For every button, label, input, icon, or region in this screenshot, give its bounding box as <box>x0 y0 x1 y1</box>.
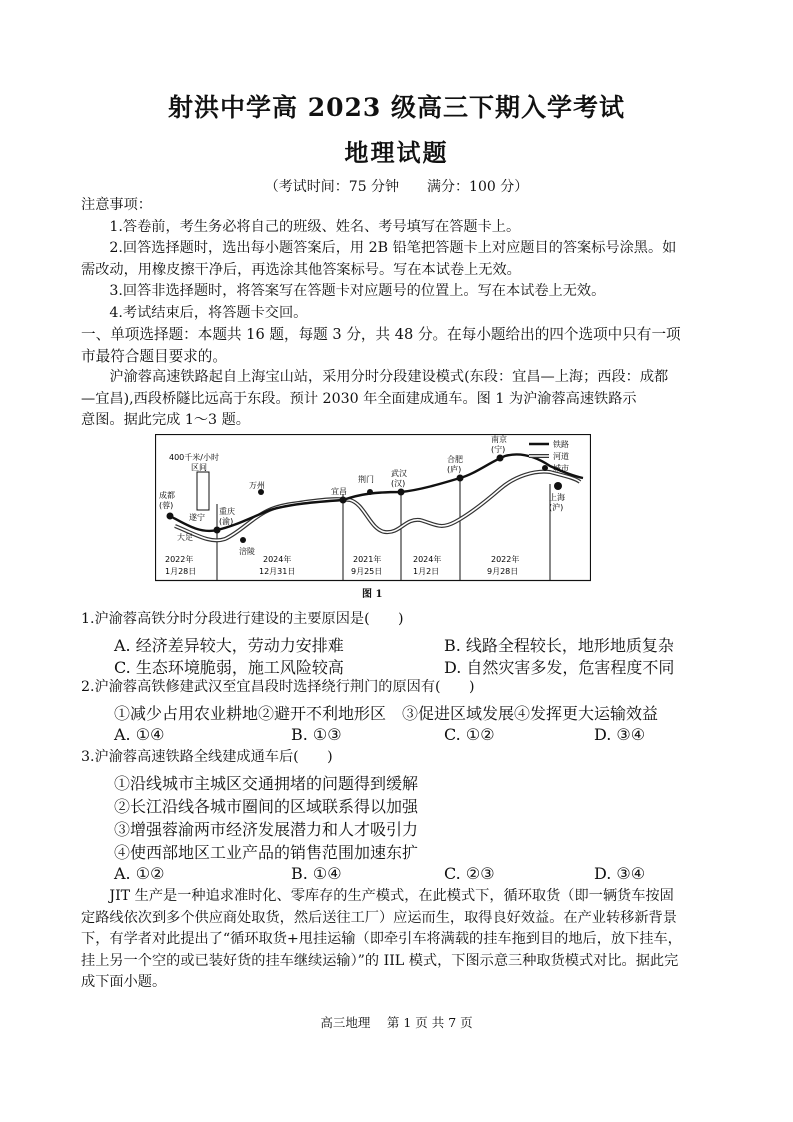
passage-line: 下，有学者对此提出了“循环取货+甩挂运输（即牵引车将满载的挂车拖到目的地后，放下挂车， <box>81 931 682 947</box>
date-year: 2021年 <box>353 555 382 564</box>
notice-item: 需改动，用橡皮擦干净后，再选涂其他答案标号。写在本试卷上无效。 <box>81 261 521 278</box>
exam-title: 射洪中学高 2023 级高三下期入学考试 <box>168 93 625 122</box>
city-dot-hefei <box>457 475 464 482</box>
city-dot-chongqing <box>214 527 221 534</box>
city-dot-jingmen <box>367 489 373 495</box>
q3-statement-3: ③增强蓉渝两市经济发展潜力和人才吸引力 <box>114 820 419 839</box>
city-nanjing-abbr: (宁) <box>491 445 506 454</box>
city-dot-nanjing <box>497 455 504 462</box>
q1-option-b: B. 线路全程较长，地形地质复杂 <box>444 636 674 655</box>
passage-line: 沪渝蓉高速铁路起自上海宝山站，采用分时分段建设模式(东段：宜昌—上海；西段：成都 <box>109 369 669 385</box>
yangtze-river <box>175 472 580 541</box>
passage-line: —宜昌),西段桥隧比远高于东段。预计 2030 年全面建成通车。图 1 为沪渝蓉高速铁路示 <box>81 390 637 407</box>
city-shanghai: 上海 <box>549 493 565 502</box>
notice-heading: 注意事项： <box>81 197 152 213</box>
date-day: 1月28日 <box>165 567 197 576</box>
passage-line: 意图。据此完成 1～3 题。 <box>81 412 250 428</box>
figure-caption: 图 1 <box>362 589 383 600</box>
city-wuhan-abbr: (汉) <box>391 479 406 488</box>
city-wuhan: 武汉 <box>391 469 407 478</box>
page-footer: 高三地理 第 1 页 共 7 页 <box>320 1015 473 1030</box>
city-hefei: 合肥 <box>447 455 463 464</box>
railway-map-figure <box>155 434 591 584</box>
q2-option-c: C. ①② <box>444 725 495 744</box>
q1-option-a: A. 经济差异较大，劳动力安排难 <box>114 636 344 655</box>
city-dot-wuhan <box>398 489 405 496</box>
date-year: 2024年 <box>413 555 442 564</box>
city-dazu: 大足 <box>177 533 193 542</box>
date-day: 9月28日 <box>487 567 519 576</box>
q3-statement-2: ②长江沿线各城市圈间的区域联系得以加强 <box>114 797 419 816</box>
legend-railway: 铁路 <box>553 440 569 449</box>
date-day: 9月25日 <box>351 567 383 576</box>
date-year: 2022年 <box>165 555 194 564</box>
date-year: 2024年 <box>263 555 292 564</box>
notice-item: 3.回答非选择题时，将答案写在答题卡对应题号的位置上。写在本试卷上无效。 <box>109 283 606 299</box>
notice-item: 2.回答选择题时，选出每小题答案后，用 2B 铅笔把答题卡上对应题目的答案标号涂黑。如 <box>109 240 677 256</box>
city-dot-shanghai <box>554 482 562 490</box>
exam-info: （考试时间：75 分钟 满分：100 分） <box>264 179 529 195</box>
speed-label-2: 区间 <box>191 463 207 472</box>
q3-option-d: D. ③④ <box>594 864 646 883</box>
question-3-stem <box>81 747 713 769</box>
city-dot-chengdu <box>167 513 174 520</box>
q3-statement-4: ④使西部地区工业产品的销售范围加速东扩 <box>114 843 419 862</box>
question-1-stem <box>81 609 713 631</box>
city-hefei-abbr: (庐) <box>447 465 462 474</box>
q2-option-b: B. ①③ <box>291 725 342 744</box>
city-chongqing-abbr: (渝) <box>219 517 234 526</box>
city-nanjing: 南京 <box>491 435 507 444</box>
city-shanghai-abbr: (沪) <box>549 503 564 512</box>
q2-statement: ①减少占用农业耕地②避开不利地形区 ③促进区域发展④发挥更大运输效益 <box>114 704 659 723</box>
q3-stem: 3.沪渝蓉高速铁路全线建成通车后( ) <box>81 749 333 765</box>
q1-stem: 1.沪渝蓉高铁分时分段进行建设的主要原因是( ) <box>81 611 404 627</box>
q3-option-a: A. ①② <box>114 864 165 883</box>
subject-title: 地理试题 <box>344 138 449 167</box>
passage-line: 定路线依次到多个供应商处取货，然后送往工厂）应运而生，取得良好效益。在产业转移新背景 <box>81 909 677 926</box>
passage-2 <box>81 886 713 994</box>
notice-item: 1.答卷前，考生务必将自己的班级、姓名、考号填写在答题卡上。 <box>109 218 521 235</box>
city-chongqing: 重庆 <box>219 507 235 516</box>
legend-city: 城市 <box>553 464 569 473</box>
q1-option-c: C. 生态环境脆弱，施工风险较高 <box>114 658 344 677</box>
q1-option-d: D. 自然灾害多发，危害程度不同 <box>444 658 675 677</box>
city-dot-fuling <box>240 537 246 543</box>
q3-option-c: C. ②③ <box>444 864 495 883</box>
notice-item: 4.考试结束后，将答题卡交回。 <box>109 304 308 321</box>
speed-label: 400千米/小时 <box>169 453 219 462</box>
section-heading: 一、单项选择题：本题共 16 题，每题 3 分，共 48 分。在每小题给出的四个选项中只有一项 <box>81 326 681 343</box>
passage-line: JIT 生产是一种追求准时化、零库存的生产模式，在此模式下，循环取货（即一辆货车按固 <box>109 888 674 904</box>
city-yichang: 宜昌 <box>331 487 347 496</box>
date-day: 1月2日 <box>413 567 440 576</box>
city-wanzhou: 万州 <box>249 481 265 490</box>
city-chengdu-abbr: (蓉) <box>159 501 174 510</box>
q2-option-a: A. ①④ <box>114 725 165 744</box>
legend-city-swatch <box>542 465 548 471</box>
date-day: 12月31日 <box>259 567 296 576</box>
passage-line: 挂上另一个空的或已装好货的挂车继续运输）”的 IIL 模式，下图示意三种取货模式对比。据此完 <box>81 952 679 969</box>
city-jingmen: 荆门 <box>358 475 374 484</box>
passage-line: 成下面小题。 <box>81 974 167 990</box>
question-2-stem <box>81 677 713 699</box>
city-chengdu: 成都 <box>159 491 175 500</box>
q3-statement-1: ①沿线城市主城区交通拥堵的问题得到缓解 <box>114 774 419 793</box>
notice-block <box>81 195 713 432</box>
city-fuling: 涪陵 <box>239 547 255 556</box>
city-suining: 遂宁 <box>189 513 205 522</box>
q3-option-b: B. ①④ <box>291 864 342 883</box>
section-heading-cont: 市最符合题目要求的。 <box>81 347 227 365</box>
date-year: 2022年 <box>491 555 520 564</box>
q2-option-d: D. ③④ <box>594 725 646 744</box>
q2-stem: 2.沪渝蓉高铁修建武汉至宜昌段时选择绕行荆门的原因有( ) <box>81 679 475 695</box>
speed-section-box <box>197 472 209 510</box>
city-dot-yichang <box>340 497 347 504</box>
legend-river: 河道 <box>553 452 569 461</box>
